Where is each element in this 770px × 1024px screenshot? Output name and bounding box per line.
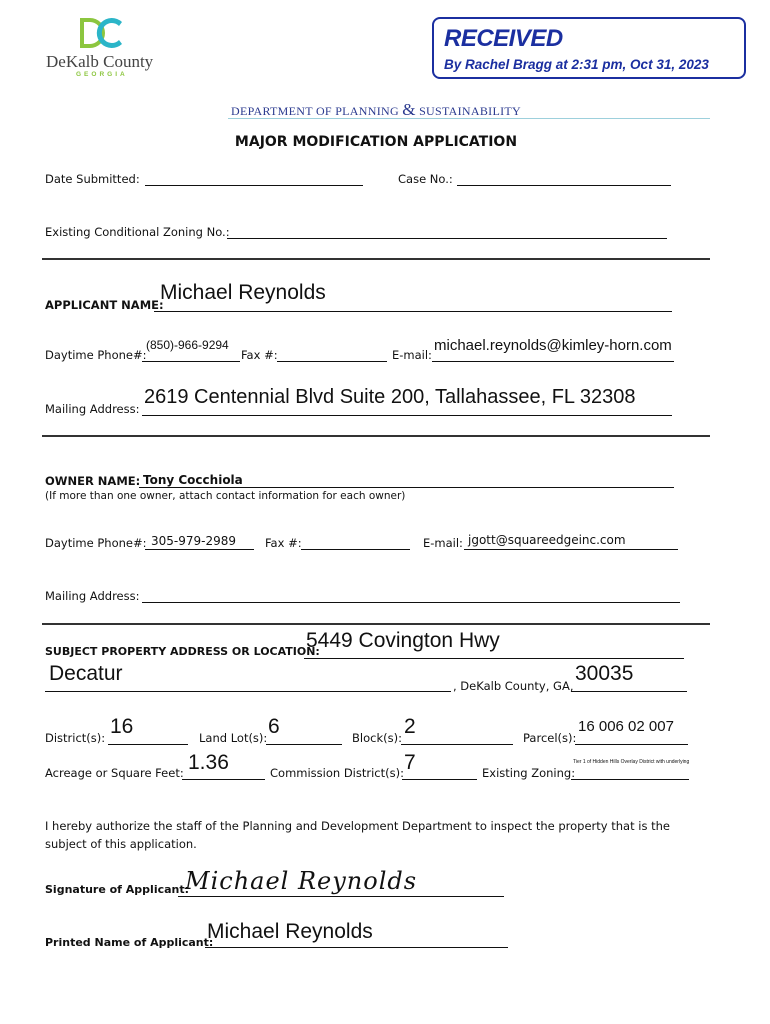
commission-district-value: 7: [404, 751, 416, 774]
applicant-address-label: Mailing Address:: [45, 402, 140, 416]
block-label: Block(s):: [352, 731, 402, 745]
applicant-address-field[interactable]: [142, 415, 672, 416]
received-stamp: [432, 17, 746, 79]
org-state: GEORGIA: [76, 71, 128, 78]
owner-email-value: jgott@squareedgeinc.com: [468, 533, 626, 547]
section-divider-2: [42, 435, 710, 437]
stamp-received-by: By Rachel Bragg at 2:31 pm, Oct 31, 2023: [444, 57, 709, 72]
owner-phone-field[interactable]: [145, 549, 254, 550]
date-submitted-label: Date Submitted:: [45, 172, 140, 186]
owner-name-value: Tony Cocchiola: [143, 473, 243, 487]
signature-label: Signature of Applicant:: [45, 883, 190, 896]
acreage-label: Acreage or Square Feet:: [45, 766, 184, 780]
acreage-value: 1.36: [188, 751, 229, 774]
date-submitted-field[interactable]: [145, 185, 363, 186]
owner-phone-label: Daytime Phone#:: [45, 536, 147, 550]
signature-field[interactable]: [178, 896, 504, 897]
department-pre: DEPARTMENT OF PLANNING: [231, 104, 403, 118]
existing-zoning-no-field[interactable]: [227, 238, 667, 239]
applicant-email-field[interactable]: [432, 361, 674, 362]
city-field[interactable]: [45, 691, 451, 692]
block-value: 2: [404, 715, 416, 738]
owner-address-label: Mailing Address:: [45, 589, 140, 603]
district-value: 16: [110, 715, 134, 738]
owner-email-label: E-mail:: [423, 536, 463, 550]
parcel-field[interactable]: [575, 744, 688, 745]
city-value: Decatur: [49, 662, 123, 685]
subject-property-field[interactable]: [304, 658, 684, 659]
owner-name-field[interactable]: [139, 487, 674, 488]
department-post: SUSTAINABILITY: [415, 104, 521, 118]
header-divider: [228, 118, 710, 119]
form-title: MAJOR MODIFICATION APPLICATION: [234, 134, 518, 150]
applicant-email-value: michael.reynolds@kimley-horn.com: [434, 337, 672, 354]
applicant-name-value: Michael Reynolds: [160, 281, 326, 304]
applicant-phone-field[interactable]: [142, 361, 240, 362]
case-no-field[interactable]: [457, 185, 671, 186]
land-lot-value: 6: [268, 715, 280, 738]
existing-zoning-field[interactable]: [571, 779, 689, 780]
zip-field[interactable]: [571, 691, 687, 692]
stamp-title: RECEIVED: [444, 25, 563, 52]
district-field[interactable]: [108, 744, 188, 745]
printed-name-value: Michael Reynolds: [207, 920, 373, 943]
owner-fax-label: Fax #:: [265, 536, 302, 550]
block-field[interactable]: [401, 744, 513, 745]
existing-zoning-no-label: Existing Conditional Zoning No.:: [45, 225, 230, 239]
parcel-label: Parcel(s):: [523, 731, 577, 745]
applicant-email-label: E-mail:: [392, 348, 432, 362]
acreage-field[interactable]: [182, 779, 265, 780]
owner-fax-field[interactable]: [301, 549, 410, 550]
existing-zoning-value: Tier 1 of Hidden Hills Overlay District with underlying: [573, 759, 690, 765]
section-divider-1: [42, 258, 710, 260]
applicant-fax-label: Fax #:: [241, 348, 278, 362]
existing-zoning-label: Existing Zoning:: [482, 766, 576, 780]
department-header: [42, 100, 710, 120]
printed-name-label: Printed Name of Applicant:: [45, 936, 214, 949]
owner-email-field[interactable]: [464, 549, 678, 550]
department-amp: &: [402, 100, 416, 119]
case-no-label: Case No.:: [398, 172, 453, 186]
land-lot-field[interactable]: [266, 744, 342, 745]
dekalb-logo: [46, 16, 156, 80]
owner-address-field[interactable]: [142, 602, 680, 603]
authorization-text: I hereby authorize the staff of the Planning and Development Department to inspect the property that is the subject of this application.: [45, 819, 670, 851]
applicant-address-value: 2619 Centennial Blvd Suite 200, Tallahassee, FL 32308: [144, 386, 636, 408]
district-label: District(s):: [45, 731, 106, 745]
zip-value: 30035: [575, 662, 634, 685]
printed-name-field[interactable]: [205, 947, 508, 948]
owner-name-label: OWNER NAME:: [45, 474, 141, 488]
signature-value: Michael Reynolds: [185, 867, 418, 895]
org-name: DeKalb County: [46, 52, 154, 71]
parcel-value: 16 006 02 007: [578, 718, 674, 735]
owner-note: (If more than one owner, attach contact information for each owner): [45, 490, 406, 502]
applicant-phone-label: Daytime Phone#:: [45, 348, 147, 362]
subject-property-label: SUBJECT PROPERTY ADDRESS OR LOCATION:: [45, 645, 320, 658]
dc-monogram-icon: [78, 16, 124, 50]
county-state-label: , DeKalb County, GA,: [453, 679, 574, 693]
commission-district-label: Commission District(s):: [270, 766, 404, 780]
applicant-fax-field[interactable]: [277, 361, 387, 362]
applicant-name-label: APPLICANT NAME:: [45, 298, 164, 312]
applicant-phone-value: (850)-966-9294: [146, 338, 229, 352]
land-lot-label: Land Lot(s):: [199, 731, 268, 745]
commission-district-field[interactable]: [402, 779, 477, 780]
property-address-value: 5449 Covington Hwy: [306, 629, 500, 652]
owner-phone-value: 305-979-2989: [151, 534, 237, 548]
applicant-name-field[interactable]: [154, 311, 672, 312]
section-divider-3: [42, 623, 710, 625]
